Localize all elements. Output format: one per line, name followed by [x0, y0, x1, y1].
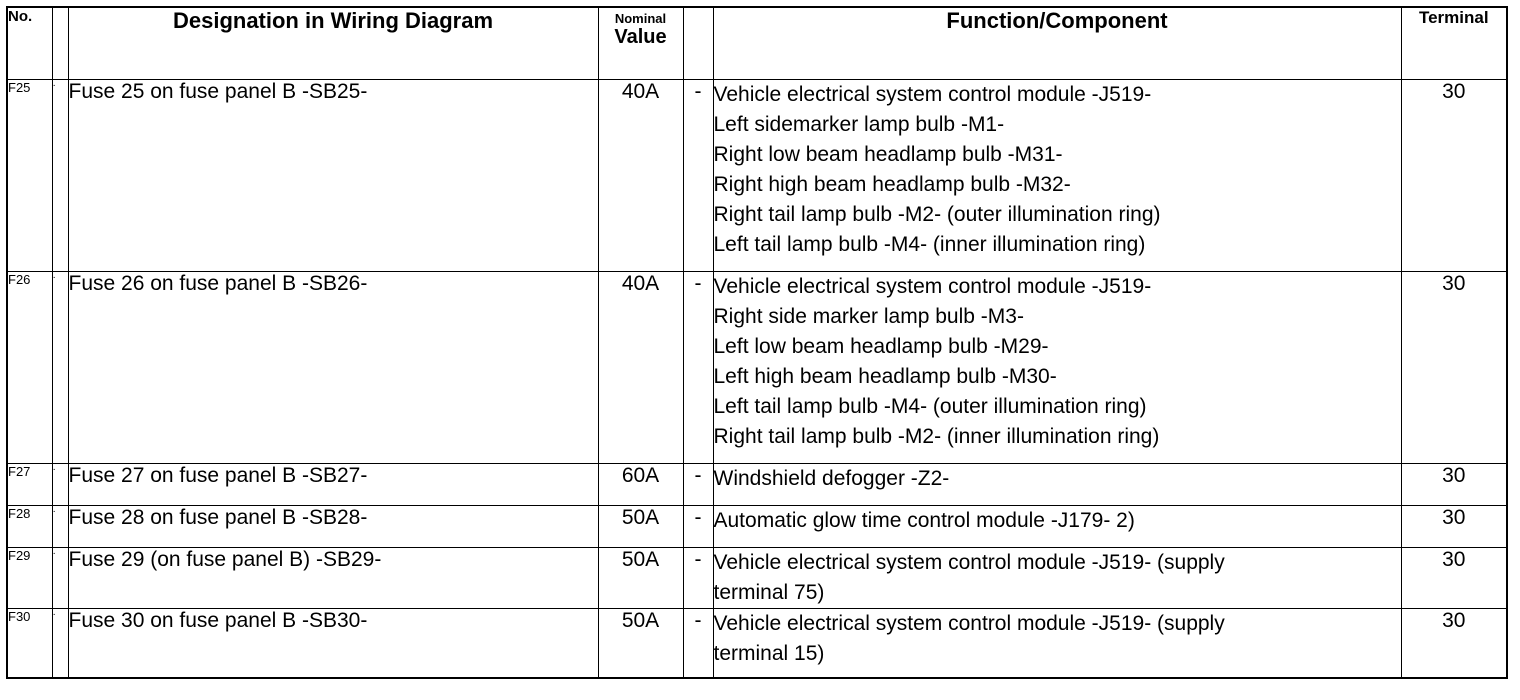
function-line: Vehicle electrical system control module -J519-	[713, 82, 1152, 106]
header-blank-2	[683, 7, 713, 79]
terminal-cell: 30	[1401, 271, 1507, 463]
dash-cell: -	[683, 463, 713, 505]
function-cell	[713, 463, 1401, 505]
designation-cell: Fuse 28 on fuse panel B -SB28-	[68, 505, 598, 547]
row-marker: ·	[52, 463, 68, 505]
table-row	[7, 505, 1507, 547]
designation-cell: Fuse 30 on fuse panel B -SB30-	[68, 608, 598, 678]
fuse-number: F29	[7, 547, 52, 608]
function-line: Automatic glow time control module -J179- 2)	[713, 508, 1135, 532]
function-cell	[713, 79, 1401, 271]
header-terminal: Terminal	[1401, 7, 1507, 79]
table-row	[7, 608, 1507, 678]
fuse-number: F25	[7, 79, 52, 271]
table-row	[7, 79, 1507, 271]
fuse-table-body	[7, 79, 1507, 678]
header-blank	[52, 7, 68, 79]
fuse-number: F26	[7, 271, 52, 463]
function-line: Right tail lamp bulb -M2- (outer illumination ring)	[713, 202, 1161, 226]
header-nominal-bottom: Value	[614, 26, 667, 48]
designation-cell: Fuse 25 on fuse panel B -SB25-	[68, 79, 598, 271]
function-line: terminal 15)	[713, 641, 825, 665]
function-line: Left high beam headlamp bulb -M30-	[713, 364, 1057, 388]
function-line: Right low beam headlamp bulb -M31-	[713, 142, 1063, 166]
header-designation: Designation in Wiring Diagram	[68, 7, 598, 79]
table-row	[7, 463, 1507, 505]
fuse-table	[6, 6, 1508, 679]
function-line: Left sidemarker lamp bulb -M1-	[713, 112, 1005, 136]
table-row	[7, 271, 1507, 463]
nominal-value-cell: 50A	[598, 505, 683, 547]
terminal-cell: 30	[1401, 547, 1507, 608]
function-line: Vehicle electrical system control module -J519- (supply	[713, 611, 1225, 635]
row-marker: ·	[52, 271, 68, 463]
function-cell	[713, 505, 1401, 547]
function-line: Right side marker lamp bulb -M3-	[713, 304, 1024, 328]
fuse-number: F30	[7, 608, 52, 678]
designation-cell: Fuse 27 on fuse panel B -SB27-	[68, 463, 598, 505]
header-nominal-value	[598, 7, 683, 79]
header-row	[7, 7, 1507, 79]
function-line: terminal 75)	[713, 580, 825, 604]
function-line: Left tail lamp bulb -M4- (inner illumination ring)	[713, 232, 1146, 256]
terminal-cell: 30	[1401, 608, 1507, 678]
row-marker: ·	[52, 79, 68, 271]
designation-cell: Fuse 29 (on fuse panel B) -SB29-	[68, 547, 598, 608]
function-line: Windshield defogger -Z2-	[713, 466, 950, 490]
function-line: Vehicle electrical system control module -J519- (supply	[713, 550, 1225, 574]
function-line: Vehicle electrical system control module -J519-	[713, 274, 1152, 298]
dash-cell: -	[683, 547, 713, 608]
function-line: Left tail lamp bulb -M4- (outer illumination ring)	[713, 394, 1147, 418]
function-line: Left low beam headlamp bulb -M29-	[713, 334, 1049, 358]
dash-cell: -	[683, 505, 713, 547]
header-nominal-top: Nominal	[614, 11, 667, 26]
function-cell	[713, 608, 1401, 678]
function-cell	[713, 271, 1401, 463]
dash-cell: -	[683, 608, 713, 678]
terminal-cell: 30	[1401, 79, 1507, 271]
function-line: Right high beam headlamp bulb -M32-	[713, 172, 1071, 196]
dash-cell: -	[683, 271, 713, 463]
nominal-value-cell: 60A	[598, 463, 683, 505]
fuse-number: F27	[7, 463, 52, 505]
header-function: Function/Component	[713, 7, 1401, 79]
nominal-value-cell: 50A	[598, 547, 683, 608]
function-line: Right tail lamp bulb -M2- (inner illumination ring)	[713, 424, 1160, 448]
header-no: No.	[7, 7, 52, 79]
nominal-value-cell: 40A	[598, 79, 683, 271]
function-cell	[713, 547, 1401, 608]
nominal-value-cell: 40A	[598, 271, 683, 463]
dash-cell: -	[683, 79, 713, 271]
nominal-value-cell: 50A	[598, 608, 683, 678]
terminal-cell: 30	[1401, 463, 1507, 505]
row-marker: ·	[52, 608, 68, 678]
row-marker: ·	[52, 547, 68, 608]
row-marker: ·	[52, 505, 68, 547]
terminal-cell: 30	[1401, 505, 1507, 547]
fuse-number: F28	[7, 505, 52, 547]
designation-cell: Fuse 26 on fuse panel B -SB26-	[68, 271, 598, 463]
table-row	[7, 547, 1507, 608]
